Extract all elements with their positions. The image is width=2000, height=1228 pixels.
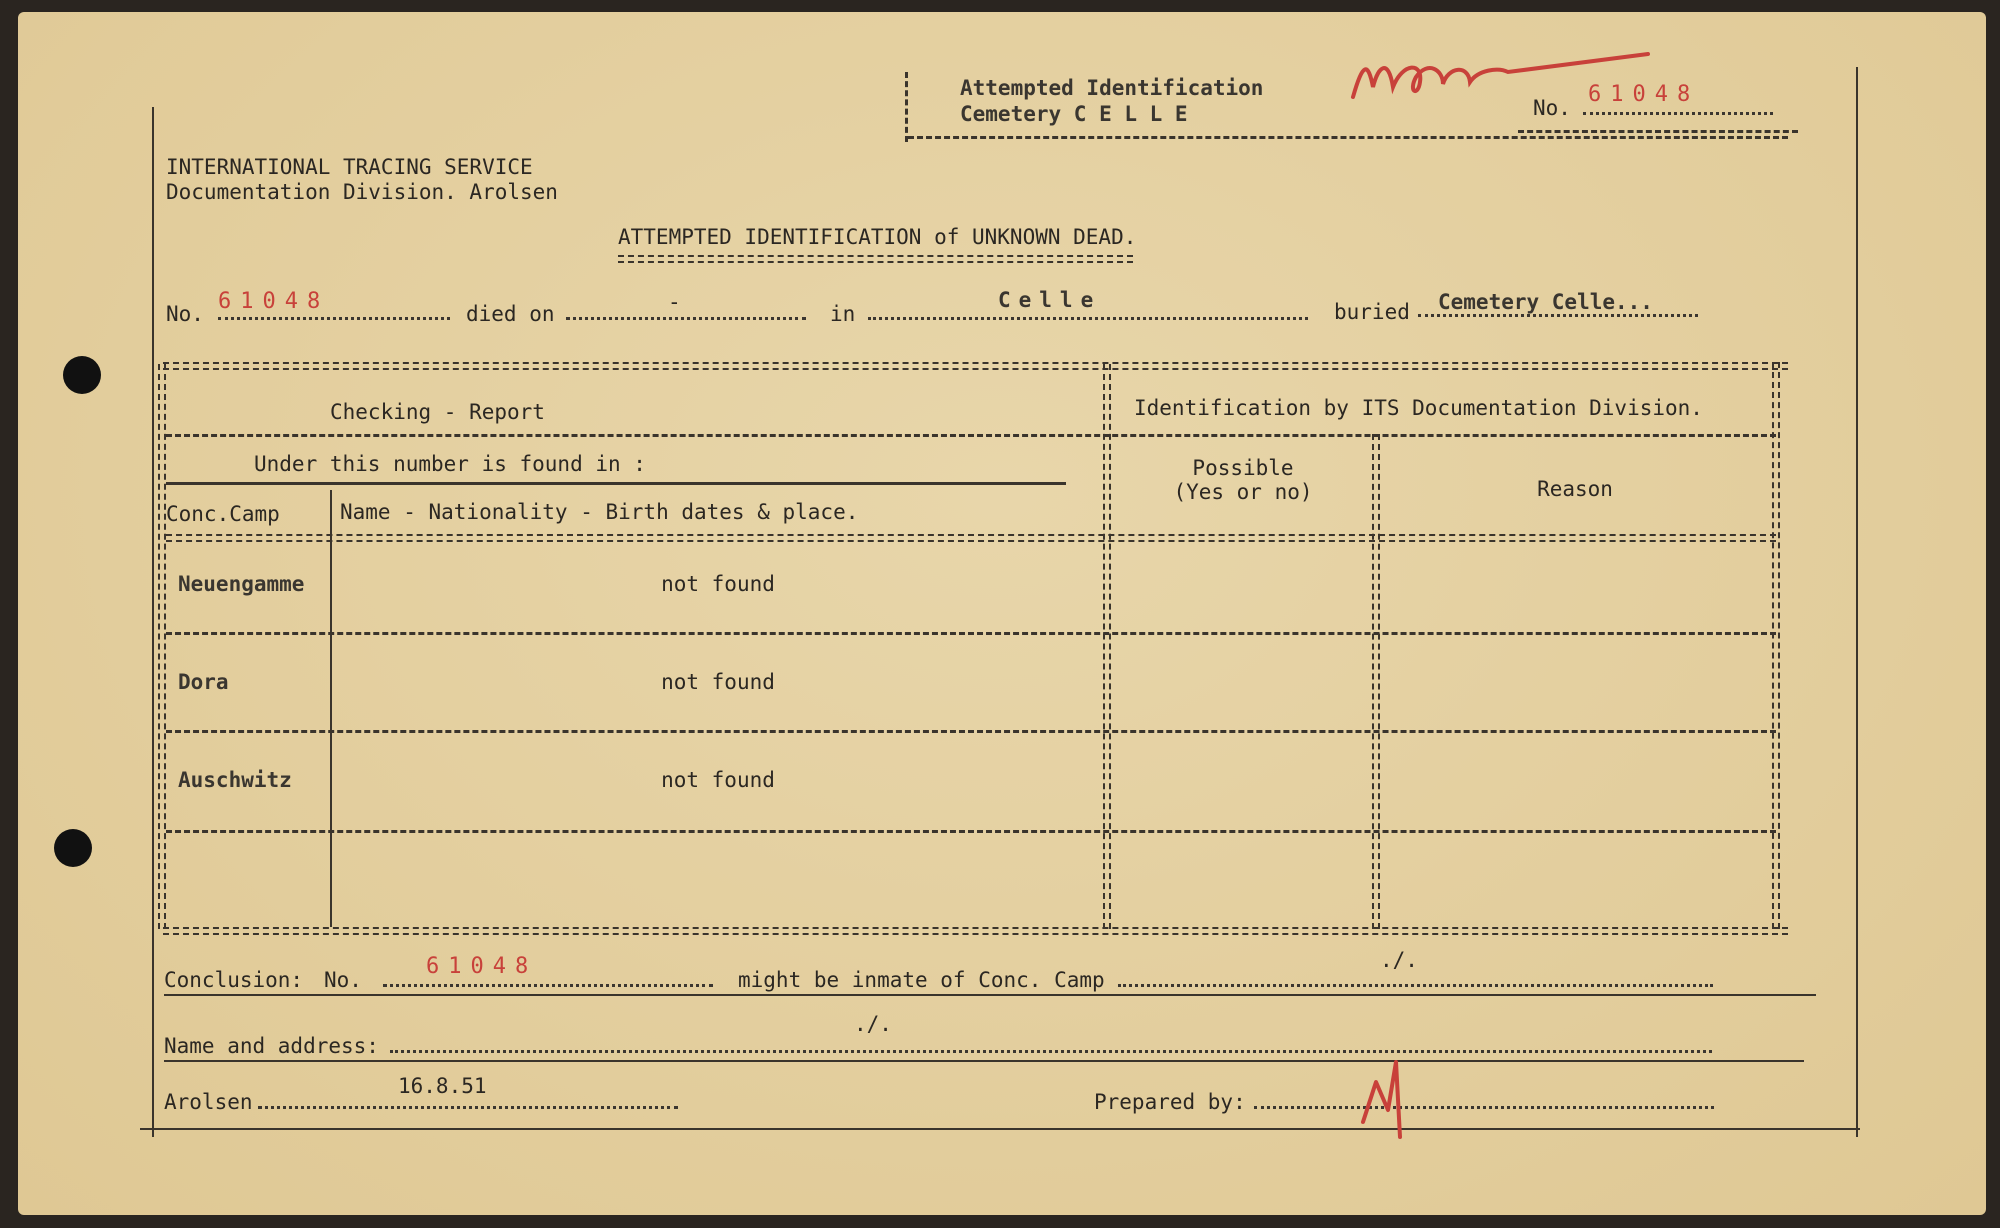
row-divider (166, 730, 1776, 733)
conclusion-no-value: 61048 (426, 954, 538, 979)
footer-date-value: 16.8.51 (398, 1074, 487, 1098)
row-divider (166, 632, 1776, 635)
table-center-divider (1103, 364, 1111, 929)
conclusion-might-label: might be inmate of Conc. Camp (738, 968, 1105, 992)
record-buried-label: buried (1334, 300, 1410, 324)
column-header-reason: Reason (1537, 477, 1613, 501)
row-result: not found (661, 572, 775, 596)
record-in-dots (868, 317, 1308, 320)
row-camp: Dora (178, 670, 229, 694)
column-header-name: Name - Nationality - Birth dates & place. (340, 500, 859, 524)
name-address-value: ./. (854, 1012, 892, 1036)
found-in-subheader: Under this number is found in : (254, 452, 646, 476)
row-result: not found (661, 768, 775, 792)
header-no-dots (1583, 112, 1773, 115)
row-camp: Neuengamme (178, 572, 305, 596)
conclusion-label: Conclusion: (164, 968, 304, 992)
org-line-2: Documentation Division. Arolsen (166, 180, 558, 204)
column-header-camp: Conc.Camp (166, 502, 280, 526)
footer-place-label: Arolsen (164, 1090, 253, 1114)
conclusion-camp-dots (1118, 984, 1713, 987)
row-camp: Auschwitz (178, 768, 292, 792)
subheader-underline (166, 482, 1066, 485)
footer-date-dots (258, 1106, 678, 1109)
punch-hole-bottom (54, 829, 92, 867)
document-title: ATTEMPTED IDENTIFICATION of UNKNOWN DEAD. (618, 225, 1137, 249)
record-buried-dots (1418, 314, 1698, 317)
checking-report-header: Checking - Report (330, 400, 545, 424)
title-underline (618, 255, 1133, 263)
footer-prepared-dots (1254, 1106, 1714, 1109)
table-right-border (1772, 362, 1780, 929)
org-line-1: INTERNATIONAL TRACING SERVICE (166, 155, 533, 179)
row-result: not found (661, 670, 775, 694)
column-header-divider (166, 534, 1776, 542)
row-divider (166, 830, 1776, 833)
record-no-value: 61048 (218, 289, 330, 314)
card-left-border (152, 107, 154, 1137)
table-bottom-border (163, 927, 1788, 935)
preparer-initial-signature (1358, 1052, 1418, 1142)
conclusion-rule (164, 994, 1816, 996)
stamp-line-1: Attempted Identification (960, 76, 1264, 100)
footer-prepared-label: Prepared by: (1094, 1090, 1246, 1114)
card-bottom-border (140, 1128, 1860, 1130)
conclusion-no-label: No. (324, 968, 362, 992)
card-right-border (1856, 67, 1858, 1137)
header-no-value: 61048 (1588, 82, 1700, 107)
stamp-bracket (905, 72, 908, 142)
index-card (18, 12, 1986, 1215)
record-no-label: No. (166, 302, 204, 326)
name-address-label: Name and address: (164, 1034, 379, 1058)
column-header-possible: Possible (Yes or no) (1173, 456, 1313, 504)
header-no-label: No. (1533, 96, 1571, 120)
name-address-dots (390, 1050, 1712, 1053)
table-camp-divider (330, 490, 332, 927)
record-died-value: - (668, 290, 681, 314)
punch-hole-top (63, 356, 101, 394)
stamp-underline (908, 136, 1788, 139)
header-divider (166, 434, 1776, 437)
table-top-border (163, 362, 1788, 370)
record-in-value: Celle (998, 288, 1102, 312)
record-no-dots (218, 317, 450, 320)
stamp-line-2: Cemetery C E L L E (960, 102, 1188, 126)
name-address-rule (164, 1060, 1804, 1062)
record-died-label: died on (466, 302, 555, 326)
conclusion-camp-value: ./. (1380, 948, 1418, 972)
table-left-border (158, 364, 166, 929)
conclusion-no-dots (383, 984, 713, 987)
record-buried-value: Cemetery Celle... (1438, 290, 1653, 314)
record-in-label: in (830, 302, 856, 326)
header-no-underline (1518, 130, 1798, 133)
record-died-dots (566, 317, 806, 320)
table-reason-divider (1372, 434, 1380, 929)
identification-header: Identification by ITS Documentation Division. (1134, 396, 1703, 420)
